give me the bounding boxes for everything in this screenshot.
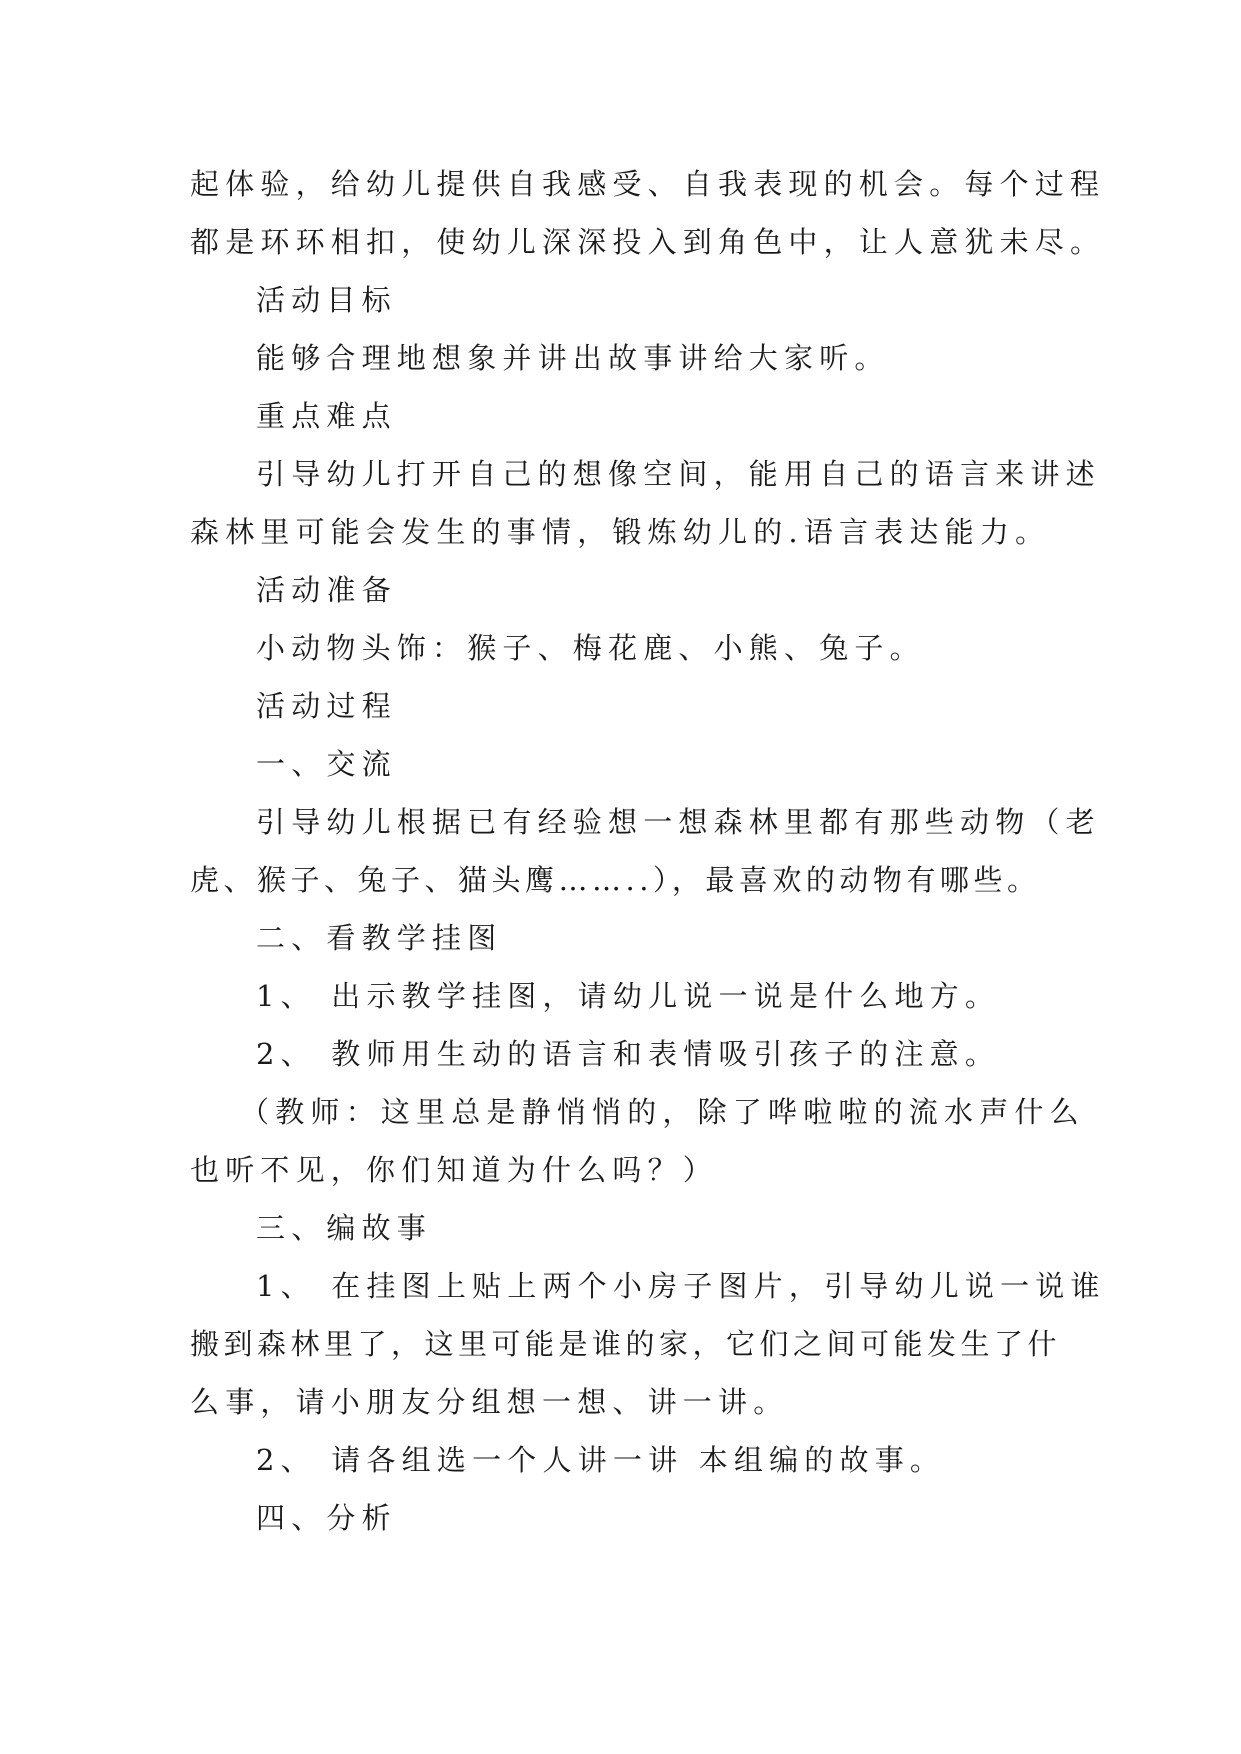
paragraph-line: 小动物头饰：猴子、梅花鹿、小熊、兔子。 [256, 631, 925, 665]
list-item: 1、 在挂图上贴上两个小房子图片，引导幼儿说一说谁 [256, 1269, 1106, 1303]
list-item: 1、 出示教学挂图，请幼儿说一说是什么地方。 [256, 979, 1001, 1013]
section-heading-preparation: 活动准备 [256, 573, 397, 607]
list-item: 2、 教师用生动的语言和表情吸引孩子的注意。 [256, 1037, 1001, 1071]
paragraph-line: 都是环环相扣，使幼儿深深投入到角色中，让人意犹未尽。 [190, 225, 1106, 259]
paragraph-line: 搬到森林里了，这里可能是谁的家，它们之间可能发生了什 [190, 1327, 1062, 1361]
paragraph-line: 起体验，给幼儿提供自我感受、自我表现的机会。每个过程 [190, 167, 1106, 201]
paragraph-line: 森林里可能会发生的事情，锻炼幼儿的.语言表达能力。 [190, 515, 1051, 549]
paragraph-line: 也听不见，你们知道为什么吗？） [190, 1153, 719, 1187]
paragraph-line: 引导幼儿打开自己的想像空间，能用自己的语言来讲述 [256, 457, 1101, 491]
step-heading: 四、分析 [256, 1501, 397, 1535]
section-heading-process: 活动过程 [256, 689, 397, 723]
step-heading: 三、编故事 [256, 1211, 433, 1245]
section-heading-key-points: 重点难点 [256, 399, 397, 433]
step-heading: 二、看教学挂图 [256, 921, 503, 955]
paragraph-line: 能够合理地想象并讲出故事讲给大家听。 [256, 341, 890, 375]
paragraph-line: 么事，请小朋友分组想一想、讲一讲。 [190, 1385, 789, 1419]
step-heading: 一、交流 [256, 747, 397, 781]
paragraph-line: 虎、猴子、兔子、猫头鹰……..），最喜欢的动物有哪些。 [190, 863, 1041, 897]
section-heading-goals: 活动目标 [256, 283, 397, 317]
list-item: 2、 请各组选一个人讲一讲 本组编的故事。 [256, 1443, 946, 1477]
paragraph-line: （教师：这里总是静悄悄的，除了哗啦啦的流水声什么 [240, 1095, 1085, 1129]
paragraph-line: 引导幼儿根据已有经验想一想森林里都有那些动物（老 [256, 805, 1101, 839]
